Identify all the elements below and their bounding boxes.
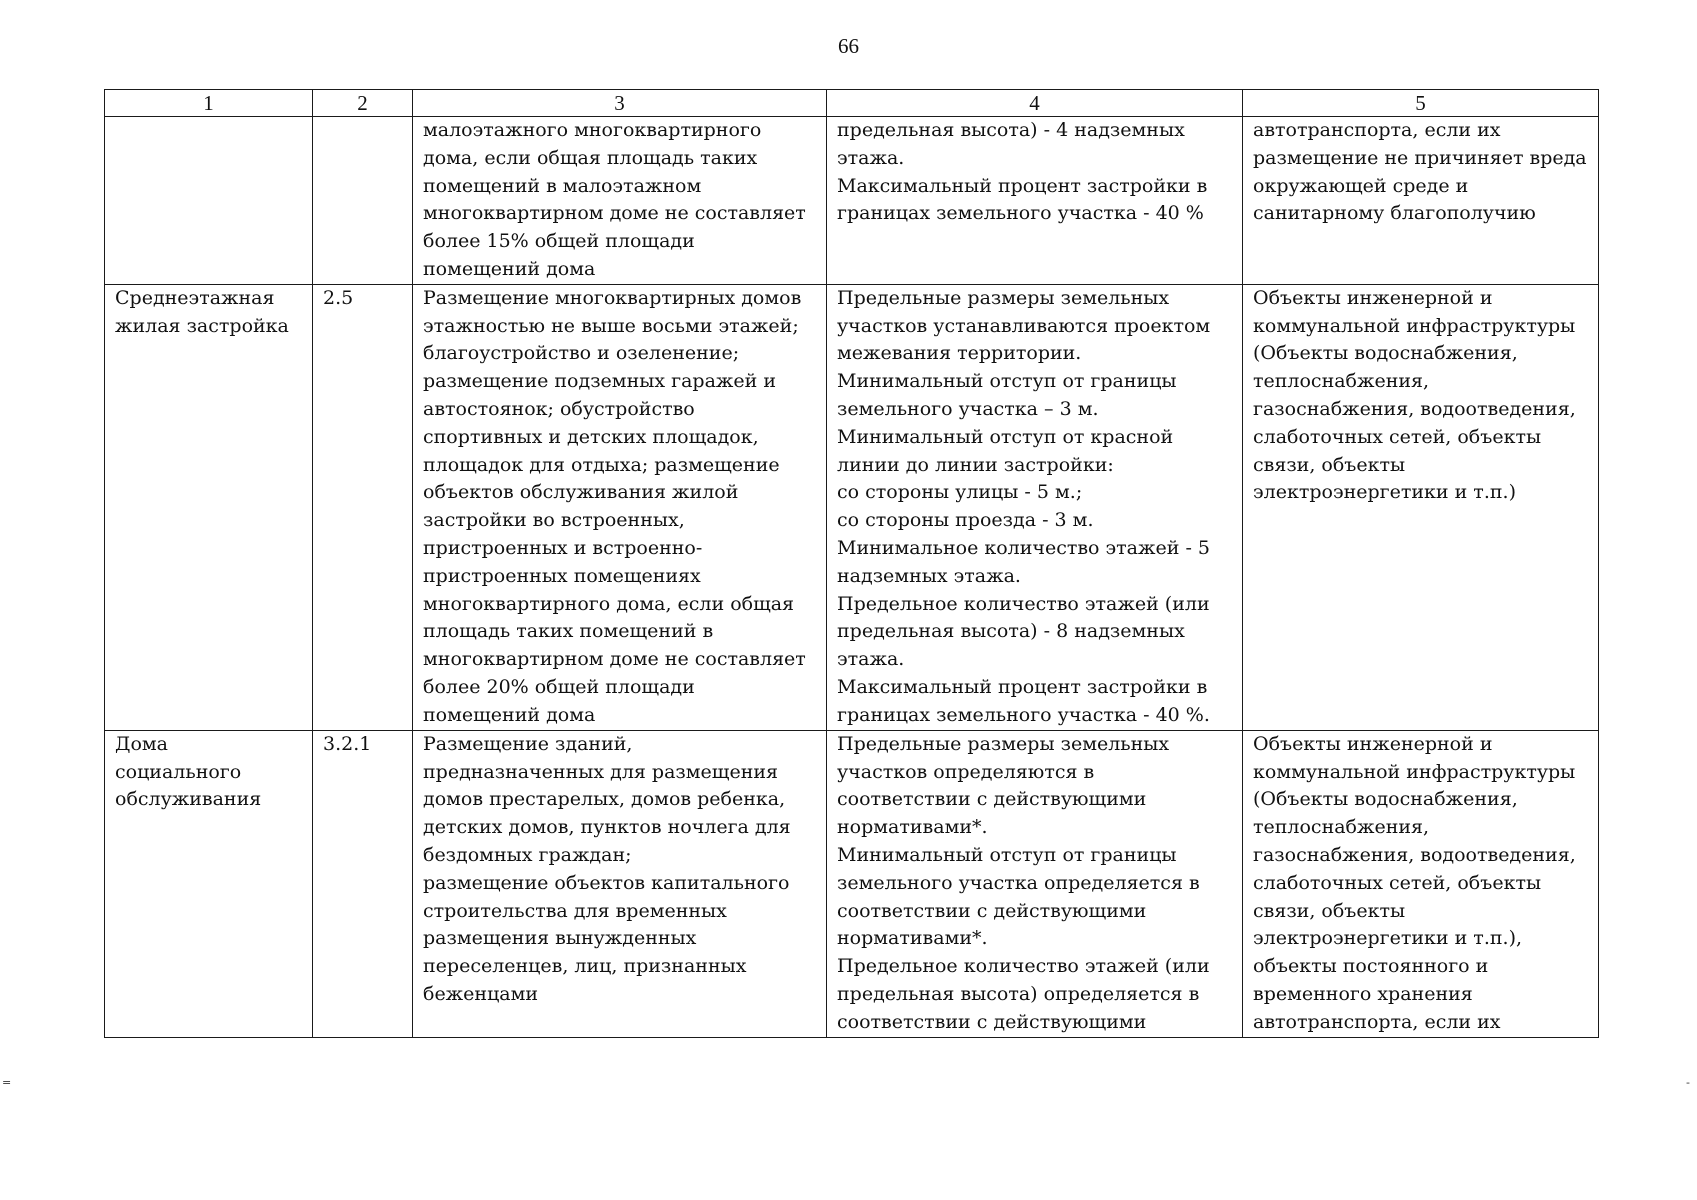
cell-text: Размещение зданий, предназначенных для размещения домов престарелых, домов ребенка, детских домов, пунктов ночлега для бездомных граждан; размещение объектов капитального строительства для временных размещения вынужденных переселенцев, лиц, признанных беженцами (423, 732, 791, 1005)
cell-text: Дома социального обслуживания (115, 732, 262, 811)
cell-text: Объекты инженерной и коммунальной инфраструктуры (Объекты водоснабжения, теплоснабжения, газоснабжения, водоотведения, слаботочных сетей, объекты связи, объекты электроэнергетики и т.п.), объекты постоянного и временного хранения автотранспорта, если их (1253, 732, 1576, 1033)
table-row (105, 117, 1599, 285)
cell-code (313, 284, 413, 730)
column-header-3: 3 (413, 90, 827, 117)
cell-parameters (827, 730, 1243, 1037)
cell-text: малоэтажного многоквартирного дома, если общая площадь таких помещений в малоэтажном многоквартирном доме не составляет более 15% общей площади помещений дома (423, 119, 806, 280)
cell-text: Предельные размеры земельных участков определяются в соответствии с действующими нормативами*. Минимальный отступ от границы земельного участка определяется в соответствии с действующими нормативами*. Предельное количество этажей (или предельная высота) определяется в соответствии с действующими (837, 732, 1210, 1033)
column-header-1: 1 (105, 90, 313, 117)
page-number: 66 (838, 34, 859, 58)
cell-text: Объекты инженерной и коммунальной инфраструктуры (Объекты водоснабжения, теплоснабжения, газоснабжения, водоотведения, слаботочных сетей, объекты связи, объекты электроэнергетики и т.п.) (1253, 286, 1576, 504)
cell-description (413, 117, 827, 285)
cell-text: Предельные размеры земельных участков устанавливаются проектом межевания территории. Минимальный отступ от границы земельного участка – 3 м. Минимальный отступ от красной линии до линии застройки: со стороны улицы - 5 м.; со стороны проезда - 3 м. Минимальное количество этажей - 5 надземных этажа. Предельное количество этажей (или предельная высота) - 8 надземных этажа. Максимальный процент застройки в границах земельного участка - 40 %. (837, 286, 1211, 726)
cell-auxiliary-uses (1243, 117, 1599, 285)
cell-use-type (105, 117, 313, 285)
column-header-2: 2 (313, 90, 413, 117)
cell-text: Среднеэтажная жилая застройка (115, 286, 289, 337)
cell-parameters (827, 117, 1243, 285)
cell-auxiliary-uses (1243, 730, 1599, 1037)
column-header-4: 4 (827, 90, 1243, 117)
cell-auxiliary-uses (1243, 284, 1599, 730)
cell-use-type (105, 284, 313, 730)
land-use-table (104, 89, 1599, 1038)
cell-code (313, 730, 413, 1037)
cell-parameters (827, 284, 1243, 730)
right-margin-mark: - (1686, 1076, 1690, 1089)
cell-use-type (105, 730, 313, 1037)
left-margin-mark: = (2, 1076, 12, 1089)
cell-description (413, 284, 827, 730)
cell-text: предельная высота) - 4 надземных этажа. Максимальный процент застройки в границах земельного участка - 40 % (837, 119, 1208, 225)
cell-text: автотранспорта, если их размещение не причиняет вреда окружающей среде и санитарному благополучию (1253, 119, 1587, 225)
table-header-row (105, 90, 1599, 117)
table-row (105, 730, 1599, 1037)
table-row (105, 284, 1599, 730)
cell-text: 3.2.1 (323, 732, 372, 755)
cell-description (413, 730, 827, 1037)
cell-text: 2.5 (323, 286, 354, 309)
cell-text: Размещение многоквартирных домов этажностью не выше восьми этажей; благоустройство и озеленение; размещение подземных гаражей и автостоянок; обустройство спортивных и детских площадок, площадок для отдыха; размещение объектов обслуживания жилой застройки во встроенных, пристроенных и встроенно- пристроенных помещениях многоквартирного дома, если общая площадь таких помещений в многоквартирном доме не составляет более 20% общей площади помещений дома (423, 286, 806, 726)
column-header-5: 5 (1243, 90, 1599, 117)
cell-code (313, 117, 413, 285)
